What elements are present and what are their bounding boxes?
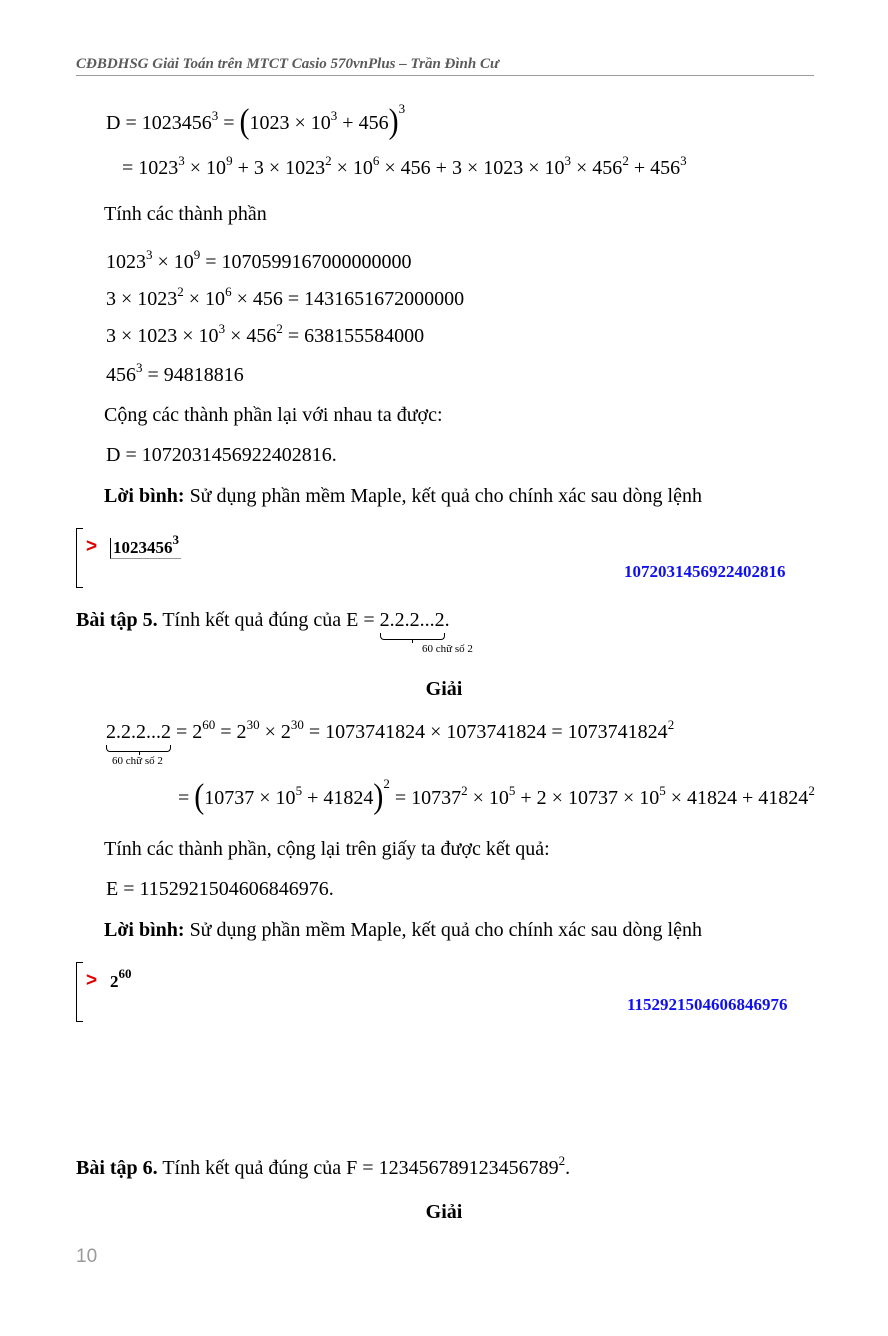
exercise-6-title: Bài tập 6. Tính kết quả đúng của $F = 123456789123456789^2$. bbox=[76, 1153, 571, 1179]
d-expansion-line-2: = $1023^3 \times 10^9 + 3 \times 1023^2 \times 10^6 \times 456 + 3 \times 1023 \times 10^3 \times 456^2 + 456^3$ bbox=[122, 153, 687, 179]
e-line-2: = $(10737 \times 10^5 + 41824)^2 = 10737^2 \times 10^5 + 2 \times 10737 \times 10^5 \times 41824 + 41824^2$ bbox=[178, 776, 815, 816]
underbrace-e bbox=[380, 633, 445, 640]
solution-heading-6: Giải bbox=[425, 1201, 463, 1223]
solution-heading-5: Giải bbox=[425, 678, 463, 700]
underbrace-label-e-2: 60 chữ số 2 bbox=[112, 755, 163, 767]
running-header: CĐBDHSG Giải Toán trên MTCT Casio 570vnPlus – Trần Đình Cư bbox=[76, 56, 499, 72]
maple-prompt-d: > bbox=[86, 536, 98, 557]
maple-input-d[interactable]: 1023456$^3$ bbox=[110, 538, 181, 559]
component-2: $3 \times 1023^2 \times 10^6 \times 456 = 1431651672000000$ bbox=[106, 284, 465, 310]
maple-output-d: 1072031456922402816 bbox=[624, 562, 786, 581]
exercise-5-title: Bài tập 5. Tính kết quả đúng của E = 2.2.2...2 . bbox=[76, 609, 450, 632]
maple-output-e: 1152921504606846976 bbox=[627, 995, 788, 1014]
e-line-1: 2.2.2...2 = $2^{60} = 2^{30} \times 2^{30} = 1073741824 \times 1073741824 = 1073741824^2$ bbox=[106, 721, 674, 744]
sum-text-e: Tính các thành phần, cộng lại trên giấy ta được kết quả: bbox=[104, 838, 550, 860]
underbrace-label-e: 60 chữ số 2 bbox=[422, 643, 473, 655]
maple-bracket-d bbox=[76, 528, 83, 588]
result-d: D = 1072031456922402816. bbox=[106, 444, 337, 466]
comment-e: Lời bình: Sử dụng phần mềm Maple, kết quả cho chính xác sau dòng lệnh bbox=[104, 919, 702, 941]
component-3: $3 \times 1023 \times 10^3 \times 456^2 = 638155584000$ bbox=[106, 321, 425, 347]
result-e: E = 1152921504606846976. bbox=[106, 878, 334, 900]
d-expansion-line-1: $D = 1023456^3 = (1023 \times 10^3 + 456)^3$ bbox=[106, 101, 406, 141]
sum-text-d: Cộng các thành phần lại với nhau ta được: bbox=[104, 404, 443, 426]
maple-bracket-e bbox=[76, 962, 83, 1022]
page-number: 10 bbox=[76, 1246, 98, 1267]
component-4: $456^3 = 94818816$ bbox=[106, 360, 244, 386]
underbrace-e-2 bbox=[106, 745, 171, 752]
maple-prompt-e: > bbox=[86, 970, 98, 991]
header-rule bbox=[76, 75, 814, 76]
component-1: $1023^3 \times 10^9 = 1070599167000000000$ bbox=[106, 247, 412, 273]
maple-input-e[interactable]: $2^{60}$ bbox=[110, 966, 132, 991]
components-heading: Tính các thành phần bbox=[104, 203, 267, 225]
comment-d: Lời bình: Sử dụng phần mềm Maple, kết quả cho chính xác sau dòng lệnh bbox=[104, 485, 702, 507]
